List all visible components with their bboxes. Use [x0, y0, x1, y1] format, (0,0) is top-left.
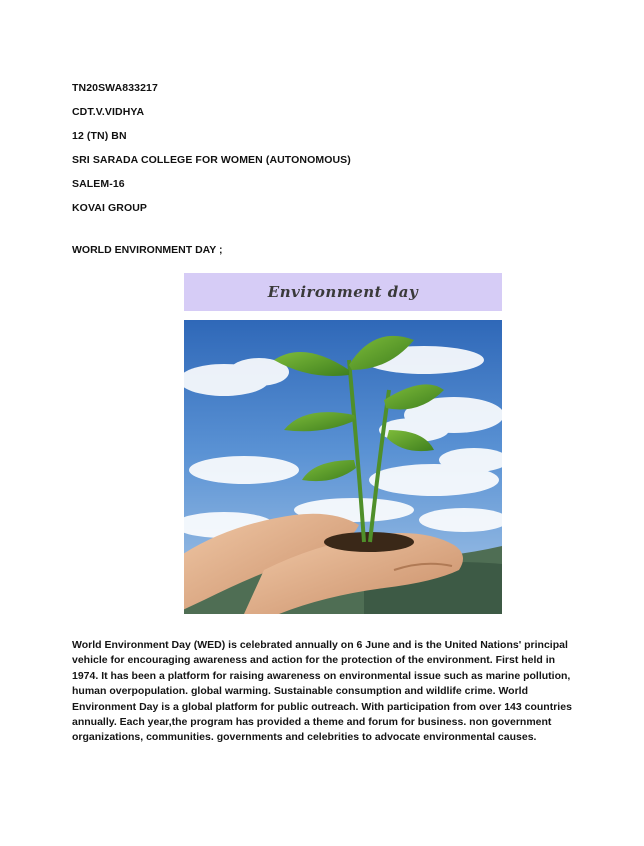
cadet-details [72, 76, 592, 220]
cadet-id: TN20SWA833217 [72, 82, 158, 94]
college-location: SALEM-16 [72, 178, 125, 190]
cadet-name: CDT.V.VIDHYA [72, 106, 145, 118]
banner-title: Environment day [267, 283, 419, 301]
description-paragraph: World Environment Day (WED) is celebrated annually on 6 June and is the United Nations' principal vehicle for encouraging awareness and action for the protection of the environment. First held in 1974. It has been a platform for raising awareness on environmental issue such as marine pollution, human overpopulation. global warming. Sustainable consumption and wildlife crime. World Environment Day is a global platform for public outreach. With participation from over 143 countries annually. Each year,the program has provided a theme and forum for business. non government organizations, communities. governments and celebrities to advocate environmental causes. [72, 639, 572, 744]
group-name: KOVAI GROUP [72, 202, 147, 214]
hands-holding-seedling-image [184, 320, 502, 614]
battalion: 12 (TN) BN [72, 130, 127, 142]
environment-day-banner [184, 273, 502, 311]
section-heading: WORLD ENVIRONMENT DAY ; [72, 244, 223, 256]
college-name: SRI SARADA COLLEGE FOR WOMEN (AUTONOMOUS) [72, 154, 351, 166]
